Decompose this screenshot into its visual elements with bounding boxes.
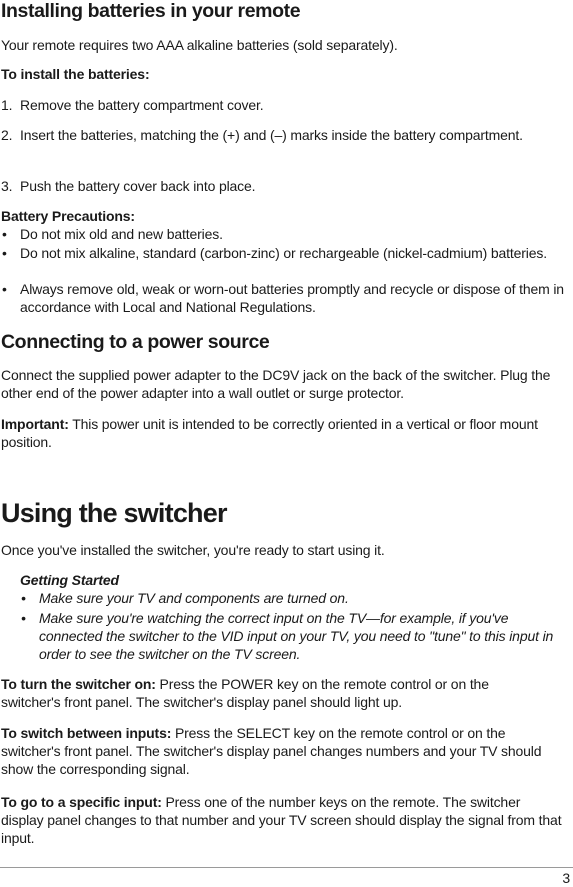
goto-input-text: Press one of the number keys on the remote. The switcher display panel changes to that number and your TV screen should display the signal from that input. <box>1 794 562 846</box>
install-intro: Your remote requires two AAA alkaline batteries (sold separately). <box>1 37 398 53</box>
precaution-item: Always remove old, weak or worn-out batteries promptly and recycle or dispose of them in accordance with Local and National Regulations. <box>20 281 564 315</box>
important-label: Important: <box>1 416 69 432</box>
goto-input-paragraph <box>1 793 566 847</box>
switch-inputs-label: To switch between inputs: <box>1 725 172 741</box>
footer-divider <box>0 867 573 868</box>
power-heading: Connecting to a power source <box>1 331 270 353</box>
precaution-item: Do not mix old and new batteries. <box>20 226 223 242</box>
goto-input-label: To go to a specific input: <box>1 794 162 810</box>
step-number: 2. <box>1 127 13 143</box>
switch-inputs-paragraph <box>1 724 561 778</box>
step-text: Push the battery cover back into place. <box>20 178 256 194</box>
install-subheading: To install the batteries: <box>1 66 150 82</box>
bullet-icon: • <box>2 226 7 242</box>
turn-on-label: To turn the switcher on: <box>1 676 156 692</box>
page-number: 3 <box>562 870 570 886</box>
using-intro: Once you've installed the switcher, you're ready to start using it. <box>1 542 385 558</box>
precaution-item: Do not mix alkaline, standard (carbon-zinc) or rechargeable (nickel-cadmium) batteries. <box>20 245 547 261</box>
bullet-icon: • <box>2 281 7 297</box>
turn-on-paragraph <box>1 675 531 711</box>
precautions-label: Battery Precautions: <box>1 208 135 224</box>
step-text: Remove the battery compartment cover. <box>20 97 264 113</box>
step-number: 1. <box>1 97 13 113</box>
power-text: Connect the supplied power adapter to the DC9V jack on the back of the switcher. Plug the other end of the power adapter into a wall outlet or surge protector. <box>1 367 551 401</box>
step-text: Insert the batteries, matching the (+) and (–) marks inside the battery compartment. <box>20 127 523 143</box>
bullet-icon: • <box>21 610 26 626</box>
getting-started-item: Make sure you're watching the correct input on the TV—for example, if you've connected the switcher to the VID input on your TV, you need to "tune" to this input in order to see the switcher on the TV screen. <box>39 610 554 662</box>
bullet-icon: • <box>21 590 26 606</box>
turn-on-text: Press the POWER key on the remote control or on the switcher's front panel. The switcher's display panel should light up. <box>1 676 489 710</box>
install-heading: Installing batteries in your remote <box>1 0 301 22</box>
getting-started-item: Make sure your TV and components are turned on. <box>39 590 349 606</box>
important-note <box>1 415 561 451</box>
getting-started-label: Getting Started <box>20 572 119 588</box>
switch-inputs-text: Press the SELECT key on the remote control or on the switcher's front panel. The switcher's display panel changes numbers and your TV should show the corresponding signal. <box>1 725 542 777</box>
bullet-icon: • <box>2 245 7 261</box>
important-text: This power unit is intended to be correctly oriented in a vertical or floor mount position. <box>1 416 538 450</box>
using-heading: Using the switcher <box>1 498 227 528</box>
step-number: 3. <box>1 178 13 194</box>
